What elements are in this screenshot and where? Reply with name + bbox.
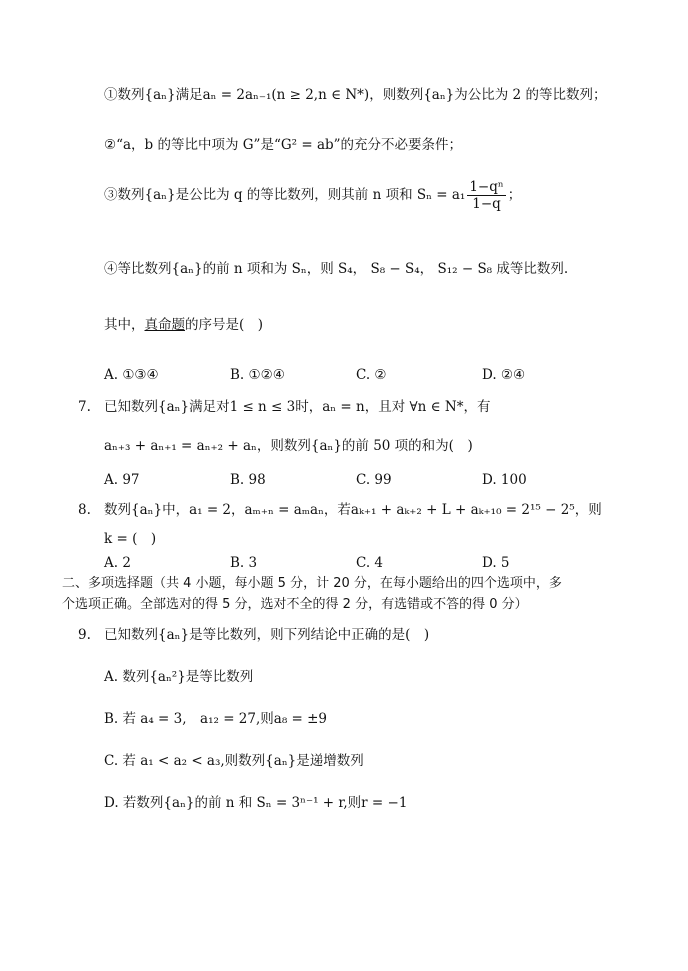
q8-number: 8. (78, 502, 91, 518)
q6-prompt (104, 316, 263, 334)
q7-stem-line-1: 已知数列{aₙ}满足对1 ≤ n ≤ 3时，aₙ = n，且对 ∀n ∈ N*，有 (104, 399, 491, 415)
q6-statement-3 (104, 178, 521, 212)
q6-statement-3-text: ③数列{aₙ}是公比为 q 的等比数列，则其前 n 项和 Sₙ = a₁ (104, 187, 466, 203)
q6-statement-2: ②“a，b 的等比中项为 G”是“G² = ab”的充分不必要条件； (104, 137, 463, 153)
q6-prompt-pre: 其中， (104, 317, 145, 333)
q7-option-a: A. 97 (104, 472, 140, 488)
q8-option-c: C. 4 (356, 555, 384, 571)
fraction-numerator: 1−qⁿ (469, 179, 504, 195)
q9-option-a: A. 数列{aₙ²}是等比数列 (104, 669, 254, 685)
q7-option-b: B. 98 (230, 472, 266, 488)
q7-number: 7. (78, 399, 91, 415)
q9-option-b: B. 若 a₄ = 3, a₁₂ = 27,则a₈ = ±9 (104, 711, 328, 727)
q6-statement-1: ①数列{aₙ}满足aₙ = 2aₙ₋₁(n ≥ 2,n ∈ N*)，则数列{aₙ}为公比为 2 的等比数列； (104, 87, 607, 103)
q8-option-b: B. 3 (230, 555, 258, 571)
q6-option-a: A. ①③④ (104, 367, 159, 383)
q9-option-c: C. 若 a₁ < a₂ < a₃,则数列{aₙ}是递增数列 (104, 753, 364, 769)
fraction-denominator: 1−q (472, 196, 501, 212)
q7-option-c: C. 99 (356, 472, 392, 488)
q6-option-b: B. ①②④ (230, 367, 285, 383)
sum-formula-fraction (467, 179, 505, 212)
q9-number: 9. (78, 627, 91, 643)
q6-prompt-post: 的序号是( ) (185, 317, 264, 333)
q8-option-a: A. 2 (104, 555, 131, 571)
q6-statement-4: ④等比数列{aₙ}的前 n 项和为 Sₙ，则 S₄， S₈ − S₄， S₁₂ − S₈ 成等比数列. (104, 261, 569, 277)
section-2-heading-line-2: 个选项正确。全部选对的得 5 分，选对不全的得 2 分，有选错或不答的得 0 分） (62, 597, 528, 612)
q9-option-d: D. 若数列{aₙ}的前 n 和 Sₙ = 3ⁿ⁻¹ + r,则r = −1 (104, 795, 408, 811)
q6-option-d: D. ②④ (482, 367, 526, 383)
q7-stem-line-2: aₙ₊₃ + aₙ₊₁ = aₙ₊₂ + aₙ，则数列{aₙ}的前 50 项的和为( ) (104, 438, 473, 454)
q7-option-d: D. 100 (482, 472, 527, 488)
q8-stem-line-2: k = ( ) (104, 531, 157, 547)
q6-option-c: C. ② (356, 367, 387, 383)
q6-statement-3-end: ； (507, 187, 522, 203)
q8-stem-line-1: 数列{aₙ}中，a₁ = 2，aₘ₊ₙ = aₘaₙ，若aₖ₊₁ + aₖ₊₂ + L + aₖ₊₁₀ = 2¹⁵ − 2⁵，则 (104, 502, 602, 518)
q9-stem: 已知数列{aₙ}是等比数列，则下列结论中正确的是( ) (104, 627, 430, 643)
q6-prompt-underlined: 真命题 (144, 317, 185, 333)
section-2-heading-line-1: 二、多项选择题（共 4 小题，每小题 5 分，计 20 分，在每小题给出的四个选项中，多 (62, 576, 562, 591)
q8-option-d: D. 5 (482, 555, 510, 571)
